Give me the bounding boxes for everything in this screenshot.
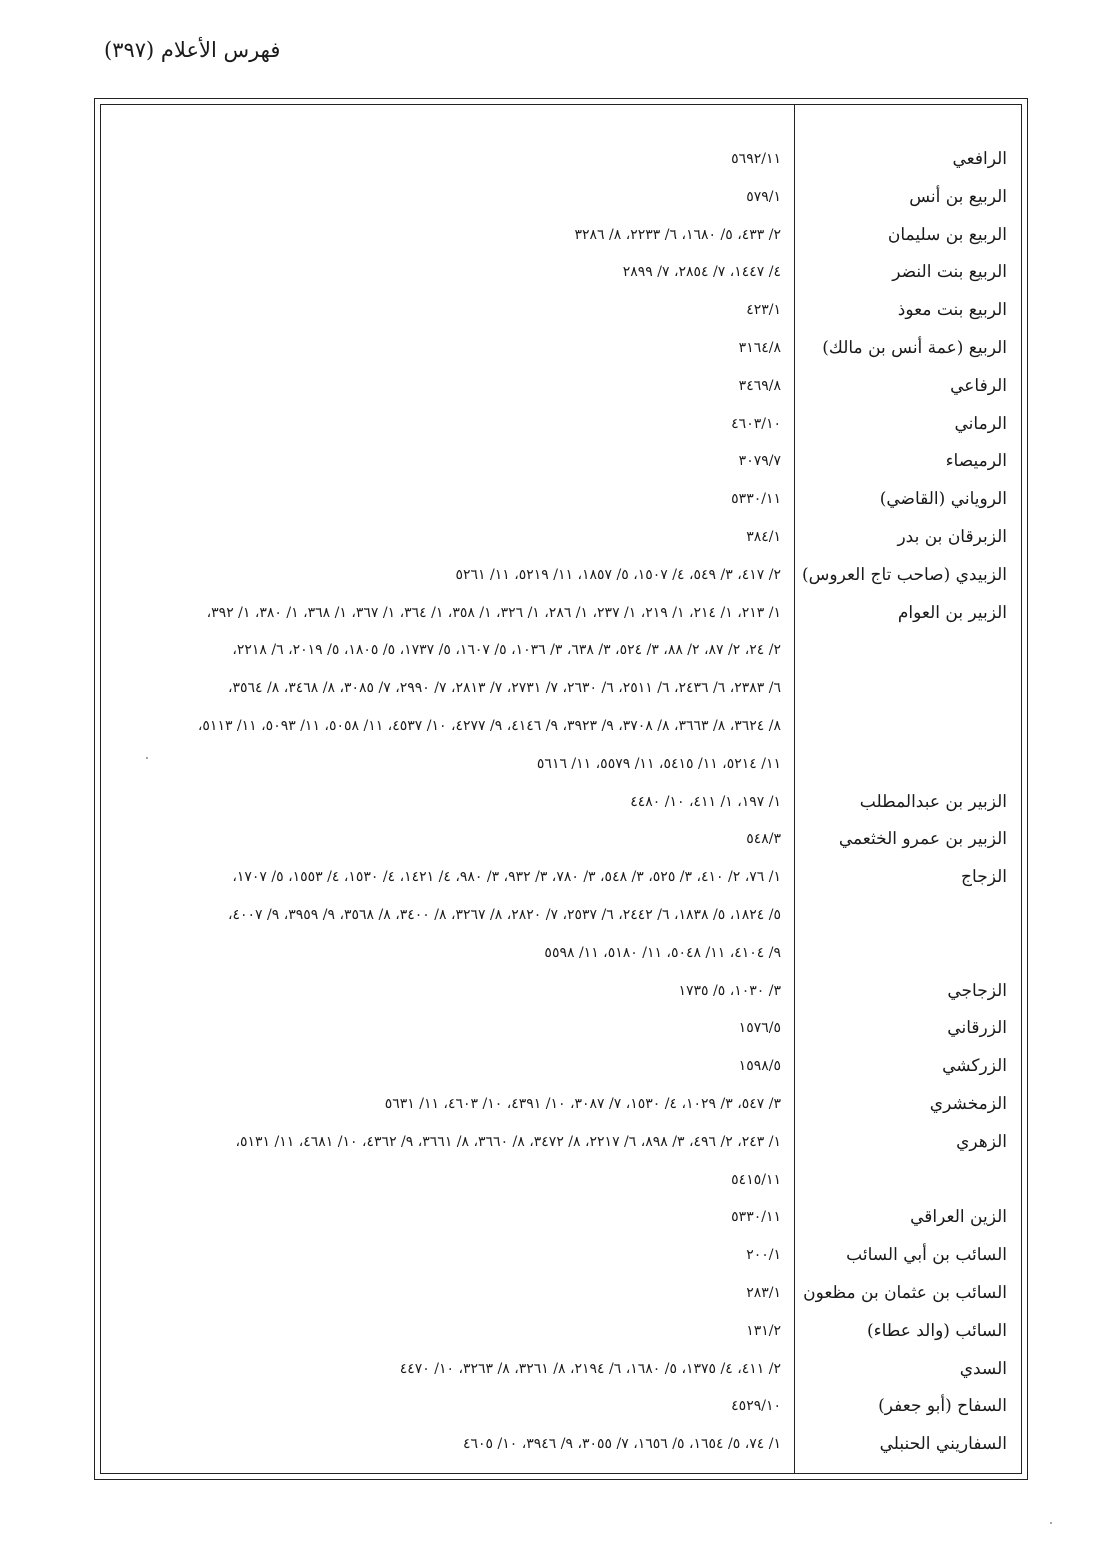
- entry-refs: ٥٤٨/٣: [746, 831, 781, 848]
- index-entry: [101, 520, 1021, 554]
- entry-name: [807, 898, 1007, 932]
- entry-name: الروياني (القاضي): [879, 489, 1007, 510]
- entry-refs: ٦/ ٢٣٨٣، ٦/ ٢٤٣٦، ٦/ ٢٥١١، ٦/ ٢٦٣٠، ٧/ ٢٧٣١، ٧/ ٢٨١٣، ٧/ ٢٩٩٠، ٧/ ٣٠٨٥، ٨/ ٣٤٦٨، ٨/ ٣٥٦٤،: [227, 680, 781, 697]
- entry-refs: ٢/ ٤١١، ٤/ ١٣٧٥، ٥/ ١٦٨٠، ٦/ ٢١٩٤، ٨/ ٣٢٦١، ٨/ ٣٢٦٣، ١٠/ ٤٤٧٠: [399, 1360, 781, 1377]
- index-entry: [101, 1125, 1021, 1159]
- index-entry: [101, 860, 1021, 894]
- index-entry: [101, 936, 1021, 970]
- entry-name: الزمخشري: [929, 1094, 1007, 1114]
- index-entry: [101, 293, 1021, 327]
- index-entry: [101, 1238, 1021, 1272]
- index-entry: [101, 747, 1021, 781]
- entry-refs: ٢/ ٤٣٣، ٥/ ١٦٨٠، ٦/ ٢٢٣٣، ٨/ ٣٢٨٦: [574, 226, 781, 243]
- entry-refs: ٣١٦٤/٨: [738, 340, 781, 356]
- index-entry: [101, 1049, 1021, 1083]
- entry-refs: ١٣١/٢: [746, 1322, 781, 1339]
- index-entry: [101, 1011, 1021, 1045]
- index-entry: [101, 1314, 1021, 1348]
- entry-refs: ٣/ ١٠٣٠، ٥/ ١٧٣٥: [678, 982, 781, 999]
- entry-refs: ١/ ٢١٣، ١/ ٢١٤، ١/ ٢١٩، ١/ ٢٣٧، ١/ ٢٨٦، ١/ ٣٢٦، ١/ ٣٥٨، ١/ ٣٦٤، ١/ ٣٦٧، ١/ ٣٦٨، ١/ ٣٨٠، ١/ ٣٩٢،: [206, 604, 781, 621]
- entry-refs: ٥٧٩/١: [746, 188, 781, 205]
- index-entry: [101, 331, 1021, 365]
- entry-name: الربيع بنت معوذ: [897, 300, 1007, 321]
- index-entry: [101, 180, 1021, 214]
- entry-name: السدي: [959, 1358, 1007, 1379]
- entry-name: السائب بن أبي السائب: [846, 1245, 1007, 1266]
- entry-refs: ٤٢٣/١: [746, 302, 781, 319]
- speck: [1050, 1522, 1052, 1524]
- index-entry: [101, 1352, 1021, 1386]
- index-entry: [101, 444, 1021, 478]
- entry-refs: ١٥٧٦/٥: [738, 1020, 781, 1037]
- entry-refs: ٣٨٤/١: [746, 529, 781, 545]
- entry-name: [807, 633, 1007, 667]
- entry-name: السائب بن عثمان بن مظعون: [803, 1283, 1007, 1303]
- index-entry: [101, 1200, 1021, 1234]
- entry-name: السائب (والد عطاء): [866, 1320, 1007, 1341]
- entry-name: الرميصاء: [945, 451, 1007, 472]
- entry-refs: ٤٦٠٣/١٠: [731, 415, 781, 432]
- entry-refs: ٥٣٣٠/١١: [731, 1209, 781, 1226]
- speck: [146, 757, 148, 759]
- index-entry: [101, 671, 1021, 705]
- entry-refs: ٢/ ٤١٧، ٣/ ٥٤٩، ٤/ ١٥٠٧، ٥/ ١٨٥٧، ١١/ ٥٢١٩، ١١/ ٥٢٦١: [455, 566, 781, 583]
- entry-name: الزجاجي: [947, 980, 1007, 1001]
- entry-name: [807, 709, 1007, 743]
- entry-name: السفاريني الحنبلي: [879, 1434, 1007, 1455]
- page-header: فهرس الأعلام (٣٩٧): [104, 38, 281, 62]
- index-entry: [101, 1427, 1021, 1461]
- index-entry: [101, 407, 1021, 441]
- entry-refs: ٥٤١٥/١١: [731, 1171, 781, 1188]
- entry-refs: ٥/ ١٨٢٤، ٥/ ١٨٣٨، ٦/ ٢٤٤٢، ٦/ ٢٥٣٧، ٧/ ٢٨٢٠، ٨/ ٣٢٦٧، ٨/ ٣٤٠٠، ٨/ ٣٥٦٨، ٩/ ٣٩٥٩، ٩/ ٤٠٠٧،: [227, 907, 781, 923]
- entry-refs: ٥٣٣٠/١١: [731, 491, 781, 508]
- index-entry: [101, 1389, 1021, 1423]
- entry-name: الزبرقان بن بدر: [897, 527, 1007, 547]
- entry-refs: ١١/ ٥٢١٤، ١١/ ٥٤١٥، ١١/ ٥٥٧٩، ١١/ ٥٦١٦: [536, 755, 781, 772]
- entry-name: الربيع بنت النضر: [892, 262, 1007, 283]
- entry-name: الربيع (عمة أنس بن مالك): [822, 338, 1007, 358]
- entry-refs: ١/ ١٩٧، ١/ ٤١١، ١٠/ ٤٤٨٠: [630, 793, 781, 810]
- entry-refs: ٣٤٦٩/٨: [738, 377, 781, 394]
- entry-name: الربيع بن أنس: [909, 186, 1007, 207]
- index-entry: [101, 142, 1021, 176]
- entry-refs: ٩/ ٤١٠٤، ١١/ ٥٠٤٨، ١١/ ٥١٨٠، ١١/ ٥٥٩٨: [544, 944, 781, 961]
- entry-name: الزرقاني: [947, 1018, 1007, 1039]
- index-entry: [101, 974, 1021, 1008]
- entry-refs: ٢٨٣/١: [746, 1285, 781, 1301]
- index-entry: [101, 709, 1021, 743]
- index-entry: [101, 633, 1021, 667]
- entry-name: الربيع بن سليمان: [887, 224, 1007, 245]
- entry-name: الزين العراقي: [910, 1207, 1007, 1228]
- index-entry: [101, 1087, 1021, 1121]
- entry-refs: ١/ ٧٤، ٥/ ١٦٥٤، ٥/ ١٦٥٦، ٧/ ٣٠٥٥، ٩/ ٣٩٤٦، ١٠/ ٤٦٠٥: [462, 1436, 781, 1453]
- entry-name: [807, 1163, 1007, 1197]
- entry-refs: ٤٥٢٩/١٠: [731, 1398, 781, 1415]
- entry-refs: ٢٠٠/١: [746, 1247, 781, 1264]
- index-entry: [101, 898, 1021, 932]
- entry-refs: ٥٦٩٢/١١: [731, 151, 781, 167]
- entry-name: الزبير بن عبدالمطلب: [859, 791, 1007, 812]
- entry-name: [807, 747, 1007, 781]
- entry-name: الرماني: [954, 413, 1007, 434]
- entry-name: الزجاج: [961, 867, 1007, 888]
- entry-refs: ١/ ٢٤٣، ٢/ ٤٩٦، ٣/ ٨٩٨، ٦/ ٢٢١٧، ٨/ ٣٤٧٢، ٨/ ٣٦٦٠، ٨/ ٣٦٦١، ٩/ ٤٣٦٢، ١٠/ ٤٦٨١، ١١/ ٥١٣١،: [235, 1133, 781, 1150]
- entry-refs: ١٥٩٨/٥: [738, 1058, 781, 1075]
- entry-refs: ٢/ ٢٤، ٢/ ٨٧، ٢/ ٨٨، ٣/ ٥٢٤، ٣/ ٦٣٨، ٣/ ١٠٣٦، ٥/ ١٦٠٧، ٥/ ١٧٣٧، ٥/ ١٨٠٥، ٥/ ٢٠١٩، ٦/ ٢٢١٨،: [232, 642, 781, 659]
- index-entry: [101, 1163, 1021, 1197]
- entry-name: الزركشي: [942, 1056, 1007, 1077]
- entry-name: الزبيدي (صاحب تاج العروس): [802, 564, 1007, 585]
- index-entry: [101, 785, 1021, 819]
- entry-refs: ٣٠٧٩/٧: [738, 453, 781, 470]
- index-entry: [101, 218, 1021, 252]
- entry-refs: ١/ ٧٦، ٢/ ٤١٠، ٣/ ٥٢٥، ٣/ ٥٤٨، ٣/ ٧٨٠، ٣/ ٩٣٢، ٣/ ٩٨٠، ٤/ ١٤٢١، ٤/ ١٥٣٠، ٤/ ١٥٥٣، ٥/ ١٧٠٧،: [232, 869, 781, 886]
- index-entry: [101, 596, 1021, 630]
- index-entry: [101, 822, 1021, 856]
- entry-name: [807, 671, 1007, 705]
- entry-name: الزبير بن عمرو الخثعمي: [838, 829, 1007, 850]
- entry-refs: ٨/ ٣٦٢٤، ٨/ ٣٦٦٣، ٨/ ٣٧٠٨، ٩/ ٣٩٢٣، ٩/ ٤١٤٦، ٩/ ٤٢٧٧، ١٠/ ٤٥٣٧، ١١/ ٥٠٥٨، ١١/ ٥٠٩٣، ١١/ ٥١١٣،: [197, 718, 781, 734]
- entry-name: [807, 936, 1007, 970]
- entry-name: السفاح (أبو جعفر): [878, 1396, 1007, 1417]
- entry-refs: ٣/ ٥٤٧، ٣/ ١٠٢٩، ٤/ ١٥٣٠، ٧/ ٣٠٨٧، ١٠/ ٤٣٩١، ١٠/ ٤٦٠٣، ١١/ ٥٦٣١: [384, 1096, 781, 1112]
- index-entry: [101, 482, 1021, 516]
- entry-name: الزبير بن العوام: [897, 602, 1007, 623]
- index-table: [100, 104, 1022, 1474]
- index-entry: [101, 369, 1021, 403]
- entry-refs: ٤/ ١٤٤٧، ٧/ ٢٨٥٤، ٧/ ٢٨٩٩: [622, 264, 781, 281]
- index-entry: [101, 255, 1021, 289]
- index-entry: [101, 1276, 1021, 1310]
- entry-name: الرافعي: [952, 149, 1007, 169]
- index-frame: [94, 98, 1028, 1480]
- index-entry: [101, 558, 1021, 592]
- entry-name: الزهري: [956, 1131, 1007, 1152]
- entry-name: الرفاعي: [950, 375, 1007, 396]
